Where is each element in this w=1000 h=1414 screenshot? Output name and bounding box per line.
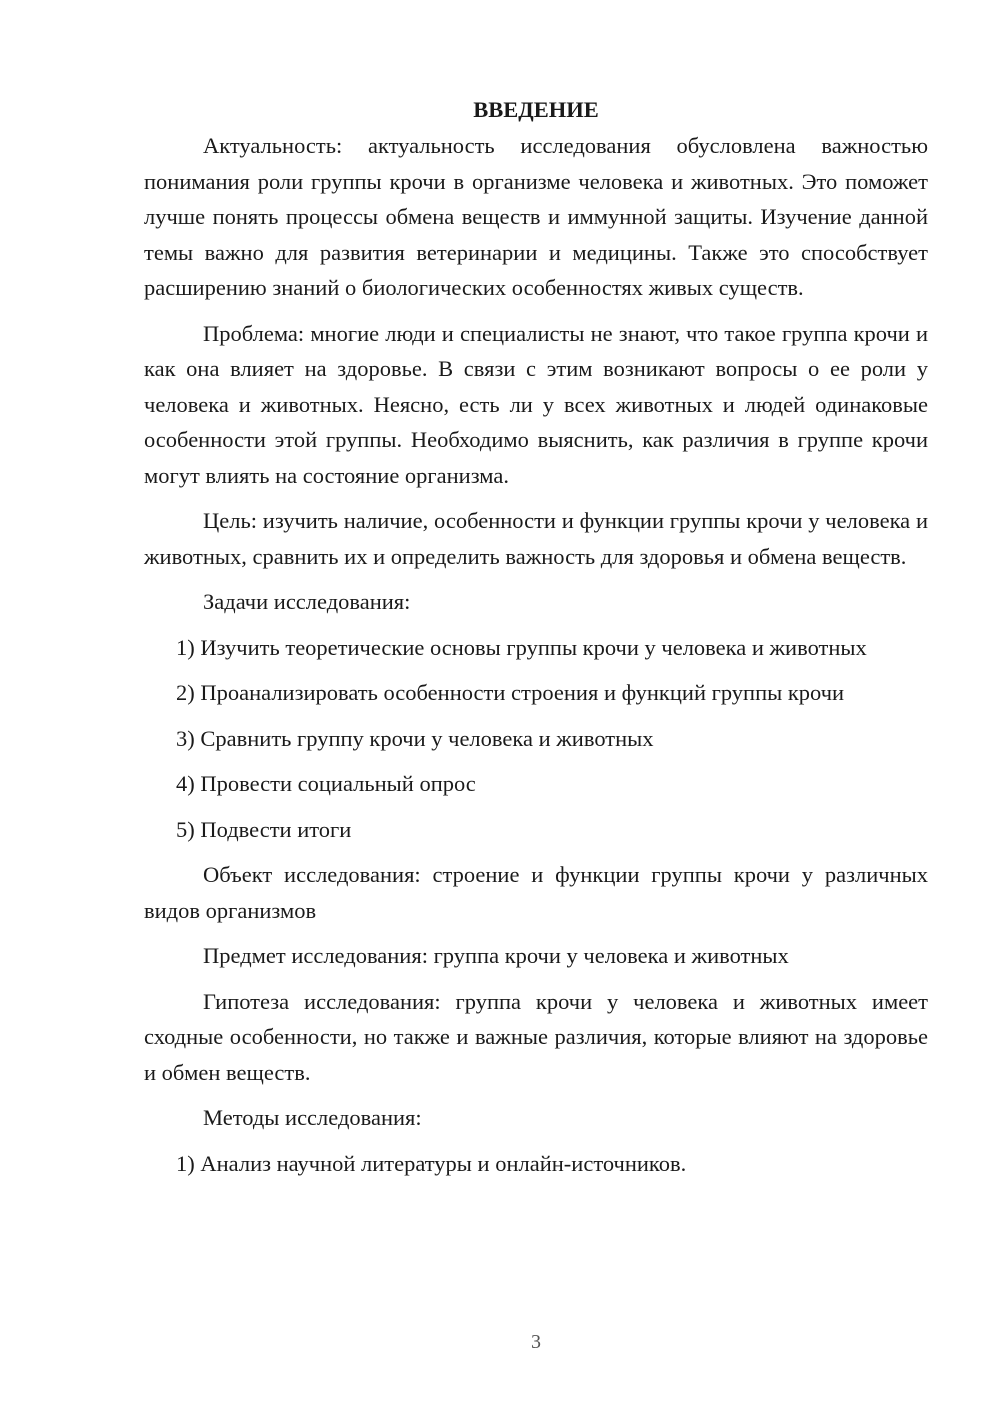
task-item-5: 5) Подвести итоги — [176, 816, 352, 842]
task-item-2: 2) Проанализировать особенности строения и функций группы крочи — [176, 680, 845, 705]
hypothesis-paragraph: Гипотеза исследования: группа крочи у человека и животных имеет сходные особенности, но также и важные различия, которые влияют на здоровье и обмен веществ. — [144, 988, 928, 1085]
goal-paragraph: Цель: изучить наличие, особенности и функции группы крочи у человека и животных, сравнить их и определить важность для здоровья и обмена веществ. — [144, 508, 928, 569]
methods-title: Методы исследования: — [203, 1105, 422, 1130]
problem-paragraph: Проблема: многие люди и специалисты не знают, что такое группа крочи и как она влияет на здоровье. В связи с этим возникают вопросы о ее роли у человека и животных. Неясно, есть ли у всех животных и людей одинаковые особенности этой группы. Необходимо выяснить, как различия в группе крочи могут влиять на состояние организма. — [144, 320, 928, 488]
task-item-3: 3) Сравнить группу крочи у человека и животных — [176, 725, 654, 751]
method-item-1: 1) Анализ научной литературы и онлайн-источников. — [176, 1150, 687, 1176]
tasks-title: Задачи исследования: — [203, 589, 411, 614]
relevance-paragraph: Актуальность: актуальность исследования обусловлена важностью понимания роли группы крочи в организме человека и животных. Это поможет лучше понять процессы обмена веществ и иммунной защиты. Изучение данной темы важно для развития ветеринарии и медицины. Также это способствует расширению знаний о биологических особенностях живых существ. — [144, 133, 928, 300]
page-number: 3 — [531, 1331, 541, 1353]
subject-paragraph: Предмет исследования: группа крочи у человека и животных — [203, 943, 789, 968]
section-heading: ВВЕДЕНИЕ — [473, 97, 599, 122]
task-item-1: 1) Изучить теоретические основы группы крочи у человека и животных — [176, 634, 867, 660]
page-content — [144, 92, 928, 1181]
object-paragraph: Объект исследования: строение и функции группы крочи у различных видов организмов — [144, 862, 928, 923]
task-item-4: 4) Провести социальный опрос — [176, 771, 476, 796]
